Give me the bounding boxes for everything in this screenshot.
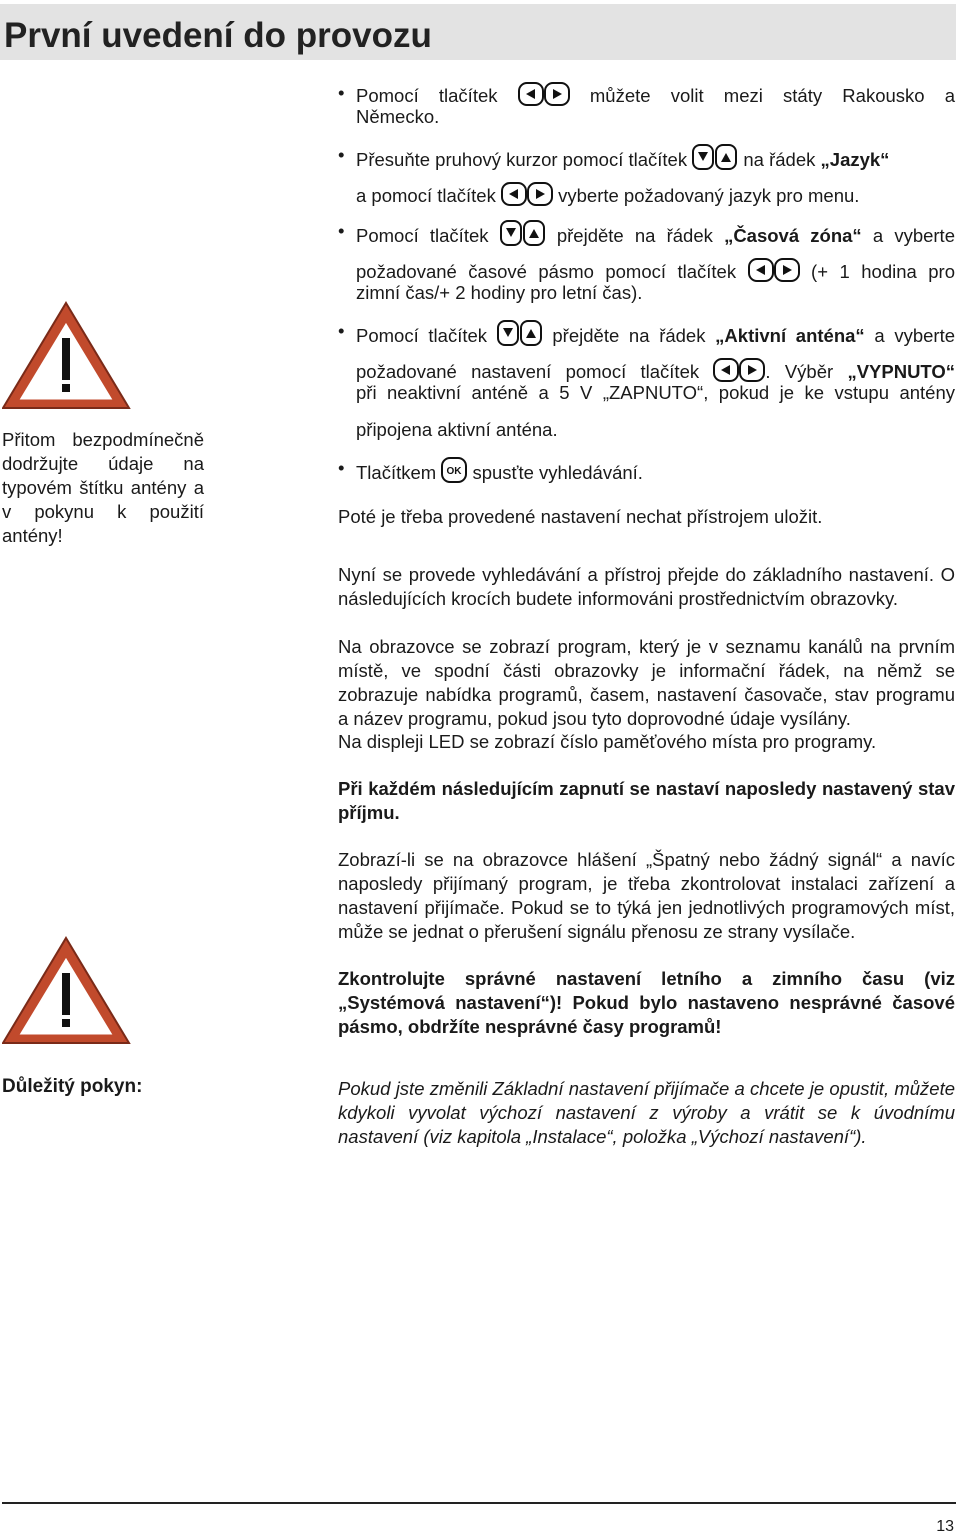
down-up-keys-icon <box>692 144 738 170</box>
step-search-line: Tlačítkem OK spusťte vyhledávání. <box>356 457 643 484</box>
important-note-label: Důležitý pokyn: <box>2 1076 143 1097</box>
save-note: Poté je třeba provedené nastavení nechat přístrojem uložit. <box>338 506 823 527</box>
bullet: • <box>338 220 345 241</box>
footer-divider <box>2 1502 956 1504</box>
page-number: 13 <box>936 1518 954 1535</box>
led-paragraph: Na displeji LED se zobrazí číslo paměťového místa pro programy. <box>338 731 877 752</box>
page-header <box>0 4 956 60</box>
step-timezone-line: Pomocí tlačítek přejděte na řádek „Časová zóna“ a vyberte <box>356 220 955 248</box>
bullet: • <box>338 82 345 103</box>
antenna-warning-note: Přitom bezpodmínečně dodržujte údaje na typovém štítku antény a v pokynu k použití antény! <box>2 429 204 546</box>
down-up-keys-icon <box>497 320 543 346</box>
bullet: • <box>338 144 345 165</box>
left-right-keys-icon <box>518 82 570 106</box>
search-paragraph: Nyní se provede vyhledávání a přístroj přejde do základního nastavení. O následujících krocích budete informováni prostřednictvím obrazovky. <box>338 564 955 609</box>
step-antenna-line: Pomocí tlačítek přejděte na řádek „Aktivní anténa“ a vyberte <box>356 320 955 348</box>
timezone-warning: Zkontrolujte správné nastavení letního a zimního času (viz „Systémová nastavení“)! Pokud bylo nastaveno nesprávné časové pásmo, obdržíte nesprávné časy programů! <box>338 968 955 1037</box>
left-right-keys-icon <box>748 258 800 282</box>
bullet: • <box>338 457 345 478</box>
reception-note: Při každém následujícím zapnutí se nastaví naposledy nastavený stav příjmu. <box>338 778 955 823</box>
page-title: První uvedení do provozu <box>4 16 432 55</box>
left-right-keys-icon <box>713 358 765 382</box>
signal-paragraph: Zobrazí-li se na obrazovce hlášení „Špatný nebo žádný signál“ a navíc naposledy přijímaný program, je třeba zkontrolovat instalaci zařízení a nastavení přijímače. Pokud se to týká jen jednotlivých programových míst, může se jednat o přerušení signálu přenosu ze strany vysílače. <box>338 849 955 942</box>
warning-triangle-icon <box>2 300 132 412</box>
screen-info-paragraph: Na obrazovce se zobrazí program, který je v seznamu kanálů na prvním místě, ve spodní části obrazovky je informační řádek, na němž se zobrazuje nabídka programů, časem, nastavení časovače, stav programu a název programu, pokud jsou tyto doprovodné údaje vysílány. <box>338 636 955 729</box>
step-country-line: Pomocí tlačítek můžete volit mezi státy Rakousko a <box>356 82 955 108</box>
important-note-text: Pokud jste změnili Základní nastavení přijímače a chcete je opustit, můžete kdykoli vyvolat výchozí nastavení z výroby a vrátit se k úvodnímu nastavení (viz kapitola „Instalace“, položka „Výchozí nastavení“). <box>338 1078 955 1147</box>
ok-key-icon <box>441 457 467 483</box>
left-right-keys-icon <box>501 182 553 206</box>
svg-text:OK: OK <box>446 466 462 477</box>
bullet: • <box>338 320 345 341</box>
step-language-line: Přesuňte pruhový kurzor pomocí tlačítek na řádek „Jazyk“ <box>356 144 889 171</box>
warning-triangle-icon-2 <box>2 935 132 1047</box>
down-up-keys-icon <box>500 220 546 246</box>
